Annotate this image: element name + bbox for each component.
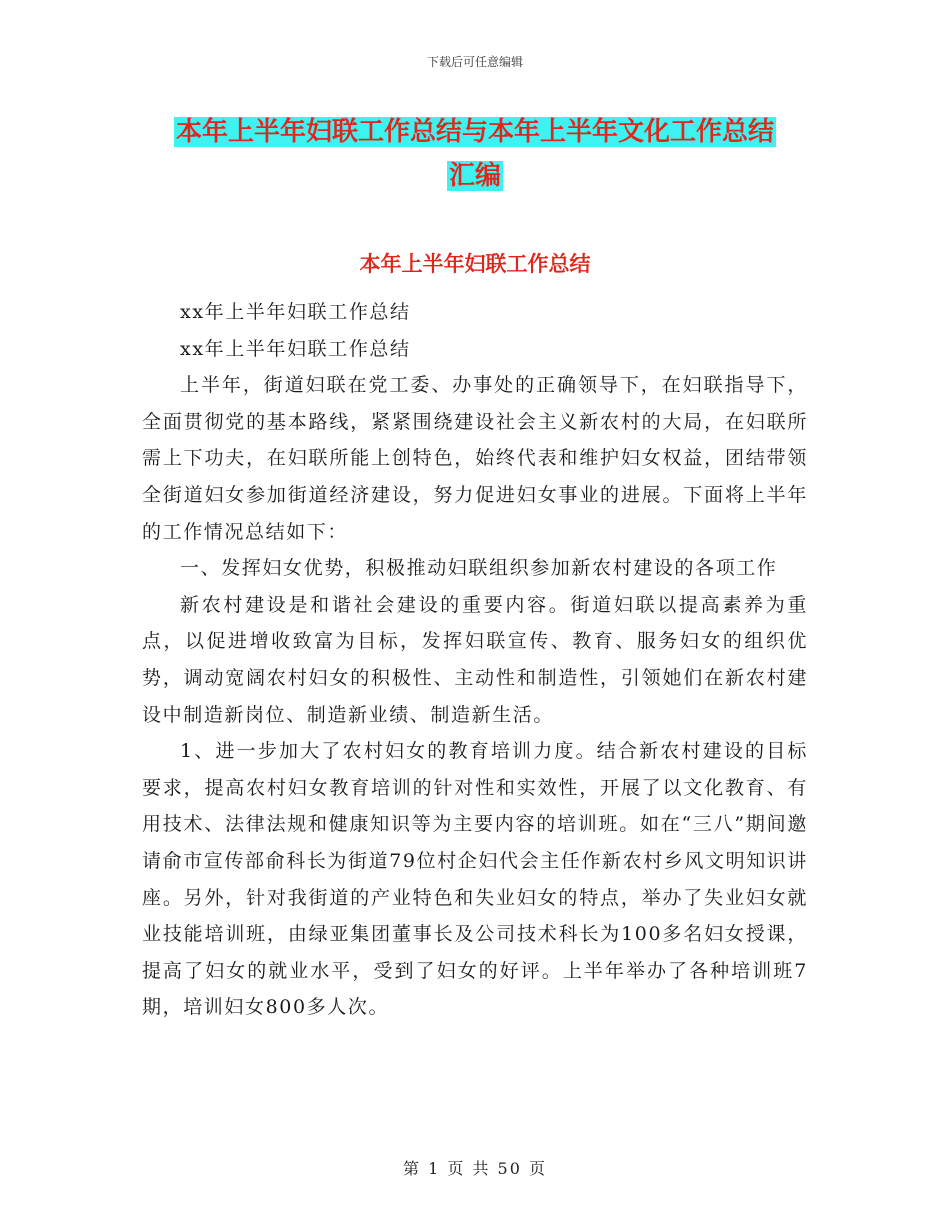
paragraph: 一、发挥妇女优势，积极推动妇联组织参加新农村建设的各项工作 xyxy=(180,557,778,580)
body-text xyxy=(142,294,808,1026)
paragraph: 新农村建设是和谐社会建设的重要内容。街道妇联以提高素养为重点，以促进增收致富为目标，发挥妇联宣传、教育、服务妇女的组织优势，调动宽阔农村妇女的积极性、主动性和制造性，引领她们在新农村建设中制造新岗位、制造新业绩、制造新生活。 xyxy=(142,593,808,726)
paragraph: 1、进一步加大了农村妇女的教育培训力度。结合新农村建设的目标要求，提高农村妇女教育培训的针对性和实效性，开展了以文化教育、有用技术、法律法规和健康知识等为主要内容的培训班。如在“三八”期间邀请俞市宣传部俞科长为街道79位村企妇代会主任作新农村乡风文明知识讲座。另外，针对我街道的产业特色和失业妇女的特点，举办了失业妇女就业技能培训班，由绿亚集团董事长及公司技术科长为100多名妇女授课，提高了妇女的就业水平，受到了妇女的好评。上半年举办了各种培训班7期，培训妇女800多人次。 xyxy=(142,740,808,1019)
paragraph: xx年上半年妇联工作总结 xyxy=(180,301,411,323)
document-main-title xyxy=(140,110,810,198)
main-title-line-2: 汇编 xyxy=(448,161,501,191)
page-footer: 第 1 页 共 50 页 xyxy=(403,1159,547,1178)
header-note: 下载后可任意编辑 xyxy=(426,55,523,69)
main-title-line-1: 本年上半年妇联工作总结与本年上半年文化工作总结 xyxy=(175,117,774,147)
section-title: 本年上半年妇联工作总结 xyxy=(359,252,591,276)
paragraph: 上半年，街道妇联在党工委、办事处的正确领导下，在妇联指导下，全面贯彻党的基本路线，紧紧围绕建设社会主义新农村的大局，在妇联所需上下功夫，在妇联所能上创特色，始终代表和维护妇女权益，团结带领全街道妇女参加街道经济建设，努力促进妇女事业的进展。下面将上半年的工作情况总结如下： xyxy=(142,374,808,543)
paragraph: xx年上半年妇联工作总结 xyxy=(180,337,411,360)
